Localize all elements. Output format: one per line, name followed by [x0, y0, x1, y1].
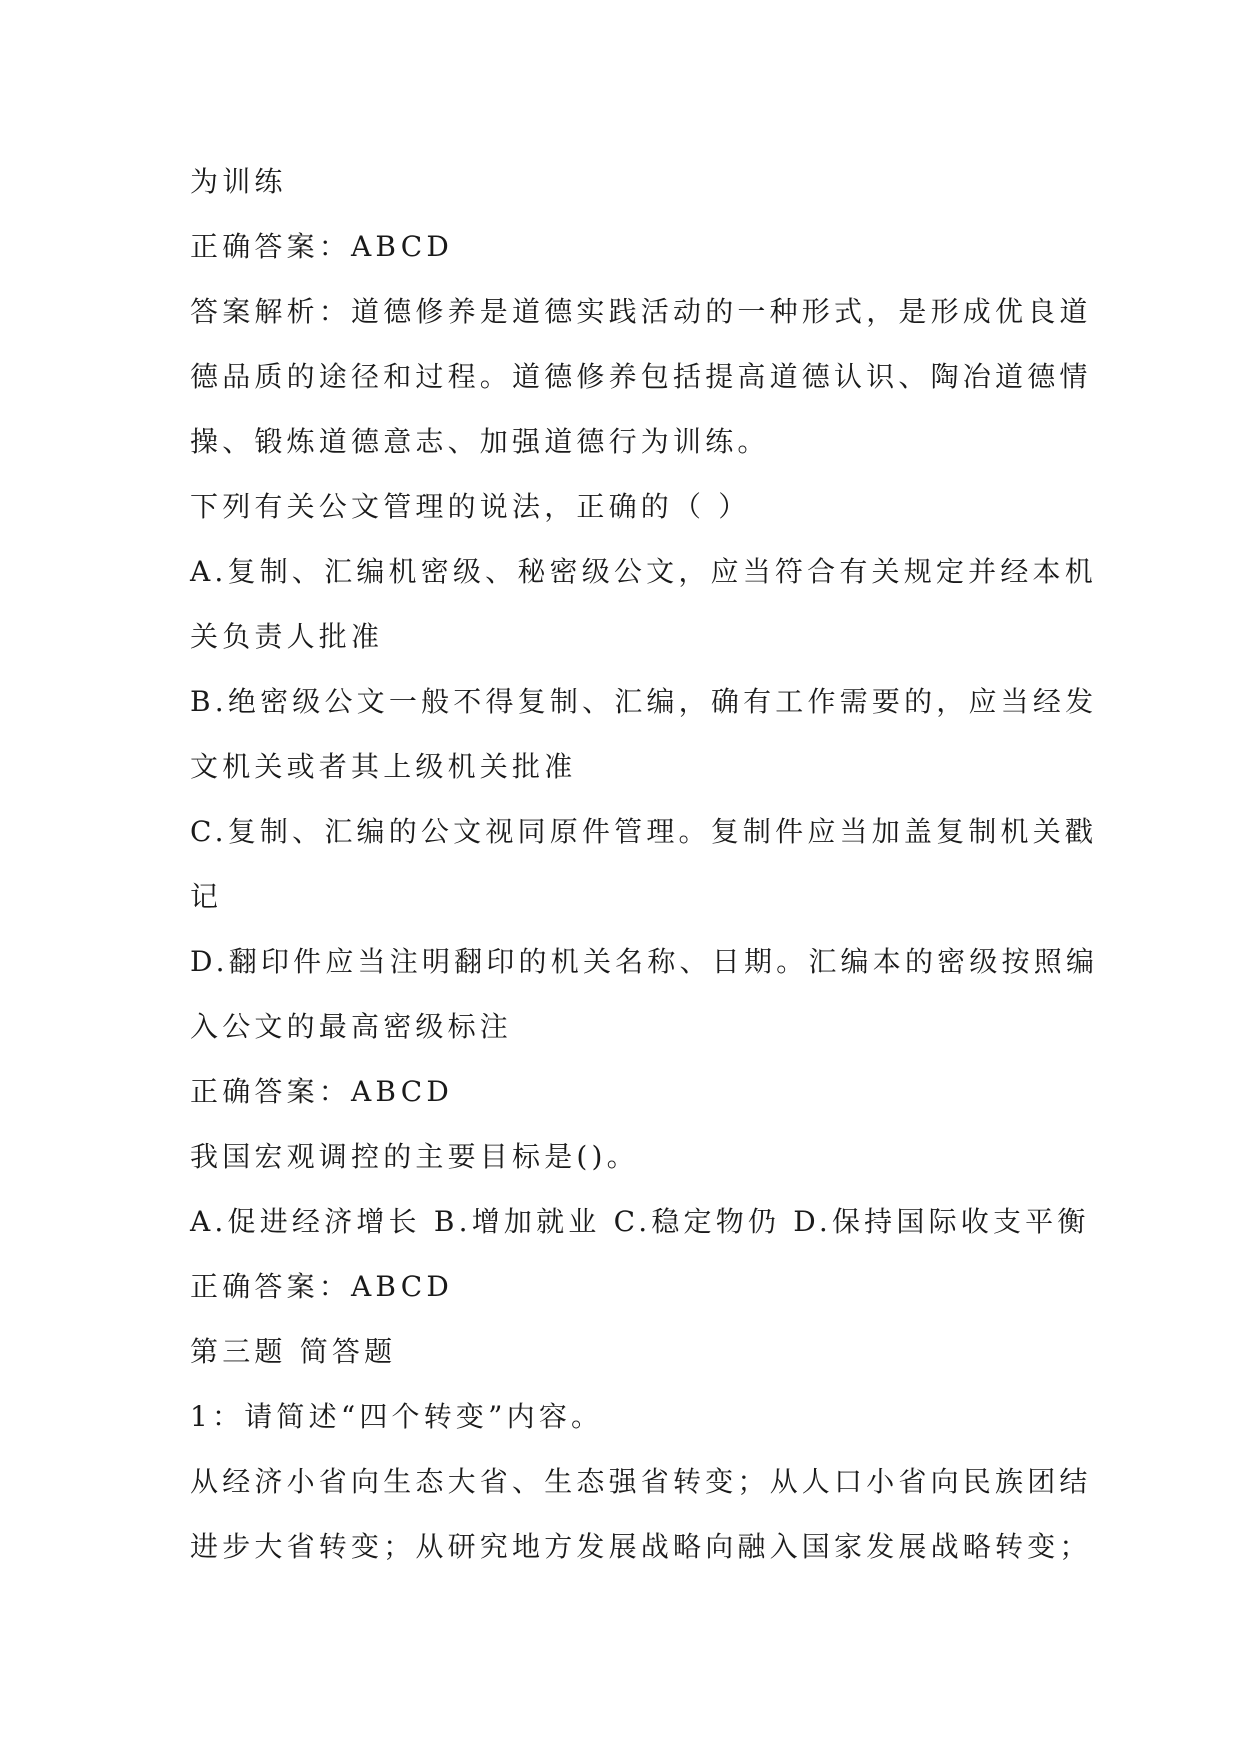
text-line-continuation: 为训练 [190, 165, 287, 198]
option-a-line: A.复制、汇编机密级、秘密级公文，应当符合有关规定并经本机 [190, 555, 1097, 588]
answer-body-line: 从经济小省向生态大省、生态强省转变；从人口小省向民族团结 [190, 1465, 1092, 1498]
explanation-line: 答案解析：道德修养是道德实践活动的一种形式，是形成优良道 [190, 295, 1092, 328]
explanation-line: 德品质的途径和过程。道德修养包括提高道德认识、陶冶道德情 [190, 360, 1092, 393]
section-heading: 第三题 简答题 [190, 1335, 397, 1368]
option-c-line: 记 [190, 880, 223, 913]
option-d-line: 入公文的最高密级标注 [190, 1010, 513, 1043]
option-b-line: 文机关或者其上级机关批准 [190, 750, 577, 783]
question-line: 1：请简述“四个转变”内容。 [190, 1400, 604, 1433]
question-line: 下列有关公文管理的说法，正确的（ ） [190, 490, 751, 523]
answer-line: 正确答案：ABCD [190, 1270, 453, 1303]
explanation-line: 操、锻炼道德意志、加强道德行为训练。 [190, 425, 770, 458]
question-line: 我国宏观调控的主要目标是()。 [190, 1140, 639, 1173]
answer-line: 正确答案：ABCD [190, 1075, 453, 1108]
answer-body-line: 进步大省转变；从研究地方发展战略向融入国家发展战略转变； [190, 1530, 1092, 1563]
option-a-line: 关负责人批准 [190, 620, 384, 653]
options-line: A.促进经济增长 B.增加就业 C.稳定物仍 D.保持国际收支平衡 [190, 1205, 1090, 1238]
option-b-line: B.绝密级公文一般不得复制、汇编，确有工作需要的，应当经发 [190, 685, 1098, 718]
answer-line: 正确答案：ABCD [190, 230, 453, 263]
option-d-line: D.翻印件应当注明翻印的机关名称、日期。汇编本的密级按照编 [190, 945, 1099, 978]
option-c-line: C.复制、汇编的公文视同原件管理。复制件应当加盖复制机关戳 [190, 815, 1098, 848]
